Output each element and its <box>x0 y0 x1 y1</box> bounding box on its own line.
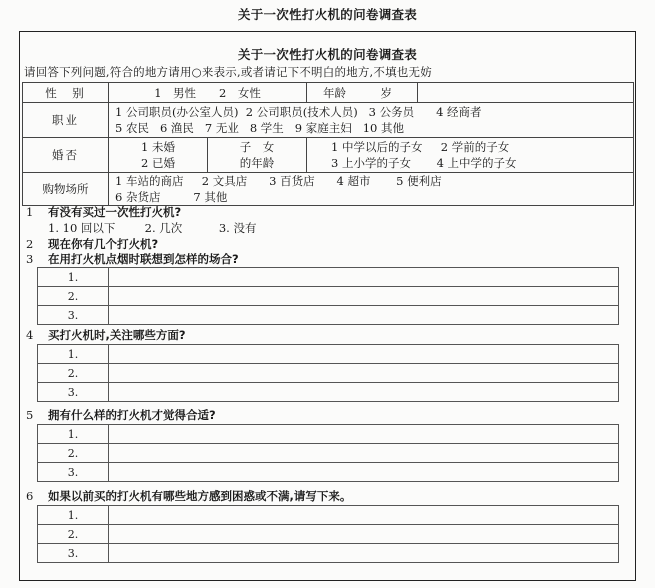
answer-row <box>38 345 619 364</box>
question-number: 2 <box>26 237 34 251</box>
answer-index: 2. <box>38 525 109 544</box>
answer-field[interactable] <box>109 345 619 364</box>
question-number: 1 <box>26 205 34 219</box>
answer-index: 1. <box>38 268 109 287</box>
marital-status-options[interactable] <box>109 138 208 173</box>
question-text: 有没有买过一次性打火机? <box>48 205 182 219</box>
occupation-row <box>23 103 634 138</box>
question-5 <box>26 407 216 423</box>
occupation-label: 职业 <box>23 103 109 138</box>
answer-index: 3. <box>38 383 109 402</box>
answer-field[interactable] <box>109 287 619 306</box>
question-text: 买打火机时,关注哪些方面? <box>48 328 186 342</box>
question-text: 拥有什么样的打火机才觉得合适? <box>48 408 216 422</box>
children-options-line1: 1 中学以后的子女 2 学前的子女 <box>331 140 510 154</box>
answer-field[interactable] <box>109 463 619 482</box>
question-text: 现在你有几个打火机? <box>48 237 159 251</box>
children-age-options[interactable] <box>307 138 634 173</box>
form-title: 关于一次性打火机的问卷调查表 <box>237 47 418 62</box>
occupation-options-line1: 1 公司职员(办公室人员) 2 公司职员(技术人员) 3 公务员 4 经商者 <box>115 105 482 119</box>
occupation-options-line2: 5 农民 6 渔民 7 无业 8 学生 9 家庭主妇 10 其他 <box>115 121 404 135</box>
question-number: 5 <box>26 408 34 422</box>
question-2 <box>26 236 158 252</box>
answer-field[interactable] <box>109 525 619 544</box>
form-instructions: 请回答下列问题,符合的地方请用○来表示,或者请记下不明白的地方,不填也无妨 <box>24 65 432 79</box>
question-4 <box>26 327 186 343</box>
answer-field[interactable] <box>109 306 619 325</box>
children-options-line2: 3 上小学的子女 4 上中学的子女 <box>331 156 517 170</box>
marital-option-unmarried: 1 未婚 <box>141 140 175 154</box>
shopping-options-line2: 6 杂货店 7 其他 <box>115 190 228 204</box>
question-5-answer-table <box>37 424 619 482</box>
question-3-answer-table <box>37 267 619 325</box>
answer-field[interactable] <box>109 444 619 463</box>
question-1 <box>26 204 181 220</box>
shopping-row <box>23 173 634 206</box>
gender-row <box>23 83 634 103</box>
answer-index: 1. <box>38 345 109 364</box>
answer-row <box>38 268 619 287</box>
question-1-options[interactable]: 1. 10 回以下 2. 几次 3. 没有 <box>48 221 257 235</box>
question-number: 4 <box>26 328 34 342</box>
answer-field[interactable] <box>109 425 619 444</box>
children-age-label <box>208 138 307 173</box>
answer-row <box>38 506 619 525</box>
marital-label: 婚否 <box>23 138 109 173</box>
answer-row <box>38 383 619 402</box>
shopping-label: 购物场所 <box>23 173 109 206</box>
children-age-label-line1: 子 女 <box>239 140 275 154</box>
age-field[interactable]: 年龄 岁 <box>307 83 418 103</box>
answer-index: 1. <box>38 425 109 444</box>
occupation-options[interactable] <box>109 103 634 138</box>
gender-label: 性 别 <box>23 83 109 103</box>
question-3 <box>26 251 239 267</box>
question-text: 如果以前买的打火机有哪些地方感到困惑或不满,请写下来。 <box>48 489 352 503</box>
answer-row <box>38 463 619 482</box>
question-4-answer-table <box>37 344 619 402</box>
question-text: 在用打火机点烟时联想到怎样的场合? <box>48 252 239 266</box>
answer-row <box>38 364 619 383</box>
page-title: 关于一次性打火机的问卷调查表 <box>237 7 418 22</box>
answer-row <box>38 544 619 563</box>
answer-field[interactable] <box>109 268 619 287</box>
answer-index: 3. <box>38 463 109 482</box>
children-age-label-line2: 的年龄 <box>239 156 275 170</box>
answer-index: 2. <box>38 364 109 383</box>
question-6-answer-table <box>37 505 619 563</box>
question-number: 3 <box>26 252 34 266</box>
respondent-info-table <box>22 82 634 206</box>
question-6 <box>26 488 351 504</box>
marital-row <box>23 138 634 173</box>
answer-field[interactable] <box>109 544 619 563</box>
shopping-options[interactable] <box>109 173 634 206</box>
gender-options[interactable]: 1 男性 2 女性 <box>109 83 307 103</box>
answer-index: 3. <box>38 544 109 563</box>
shopping-options-line1: 1 车站的商店 2 文具店 3 百货店 4 超市 5 便利店 <box>115 174 442 188</box>
marital-option-married: 2 已婚 <box>141 156 175 170</box>
answer-field[interactable] <box>109 364 619 383</box>
answer-row <box>38 287 619 306</box>
answer-index: 3. <box>38 306 109 325</box>
answer-row <box>38 306 619 325</box>
gender-extra-cell[interactable] <box>418 83 634 103</box>
answer-row <box>38 444 619 463</box>
answer-index: 2. <box>38 287 109 306</box>
answer-field[interactable] <box>109 506 619 525</box>
answer-index: 1. <box>38 506 109 525</box>
question-number: 6 <box>26 489 34 503</box>
answer-row <box>38 525 619 544</box>
answer-field[interactable] <box>109 383 619 402</box>
answer-index: 2. <box>38 444 109 463</box>
answer-row <box>38 425 619 444</box>
